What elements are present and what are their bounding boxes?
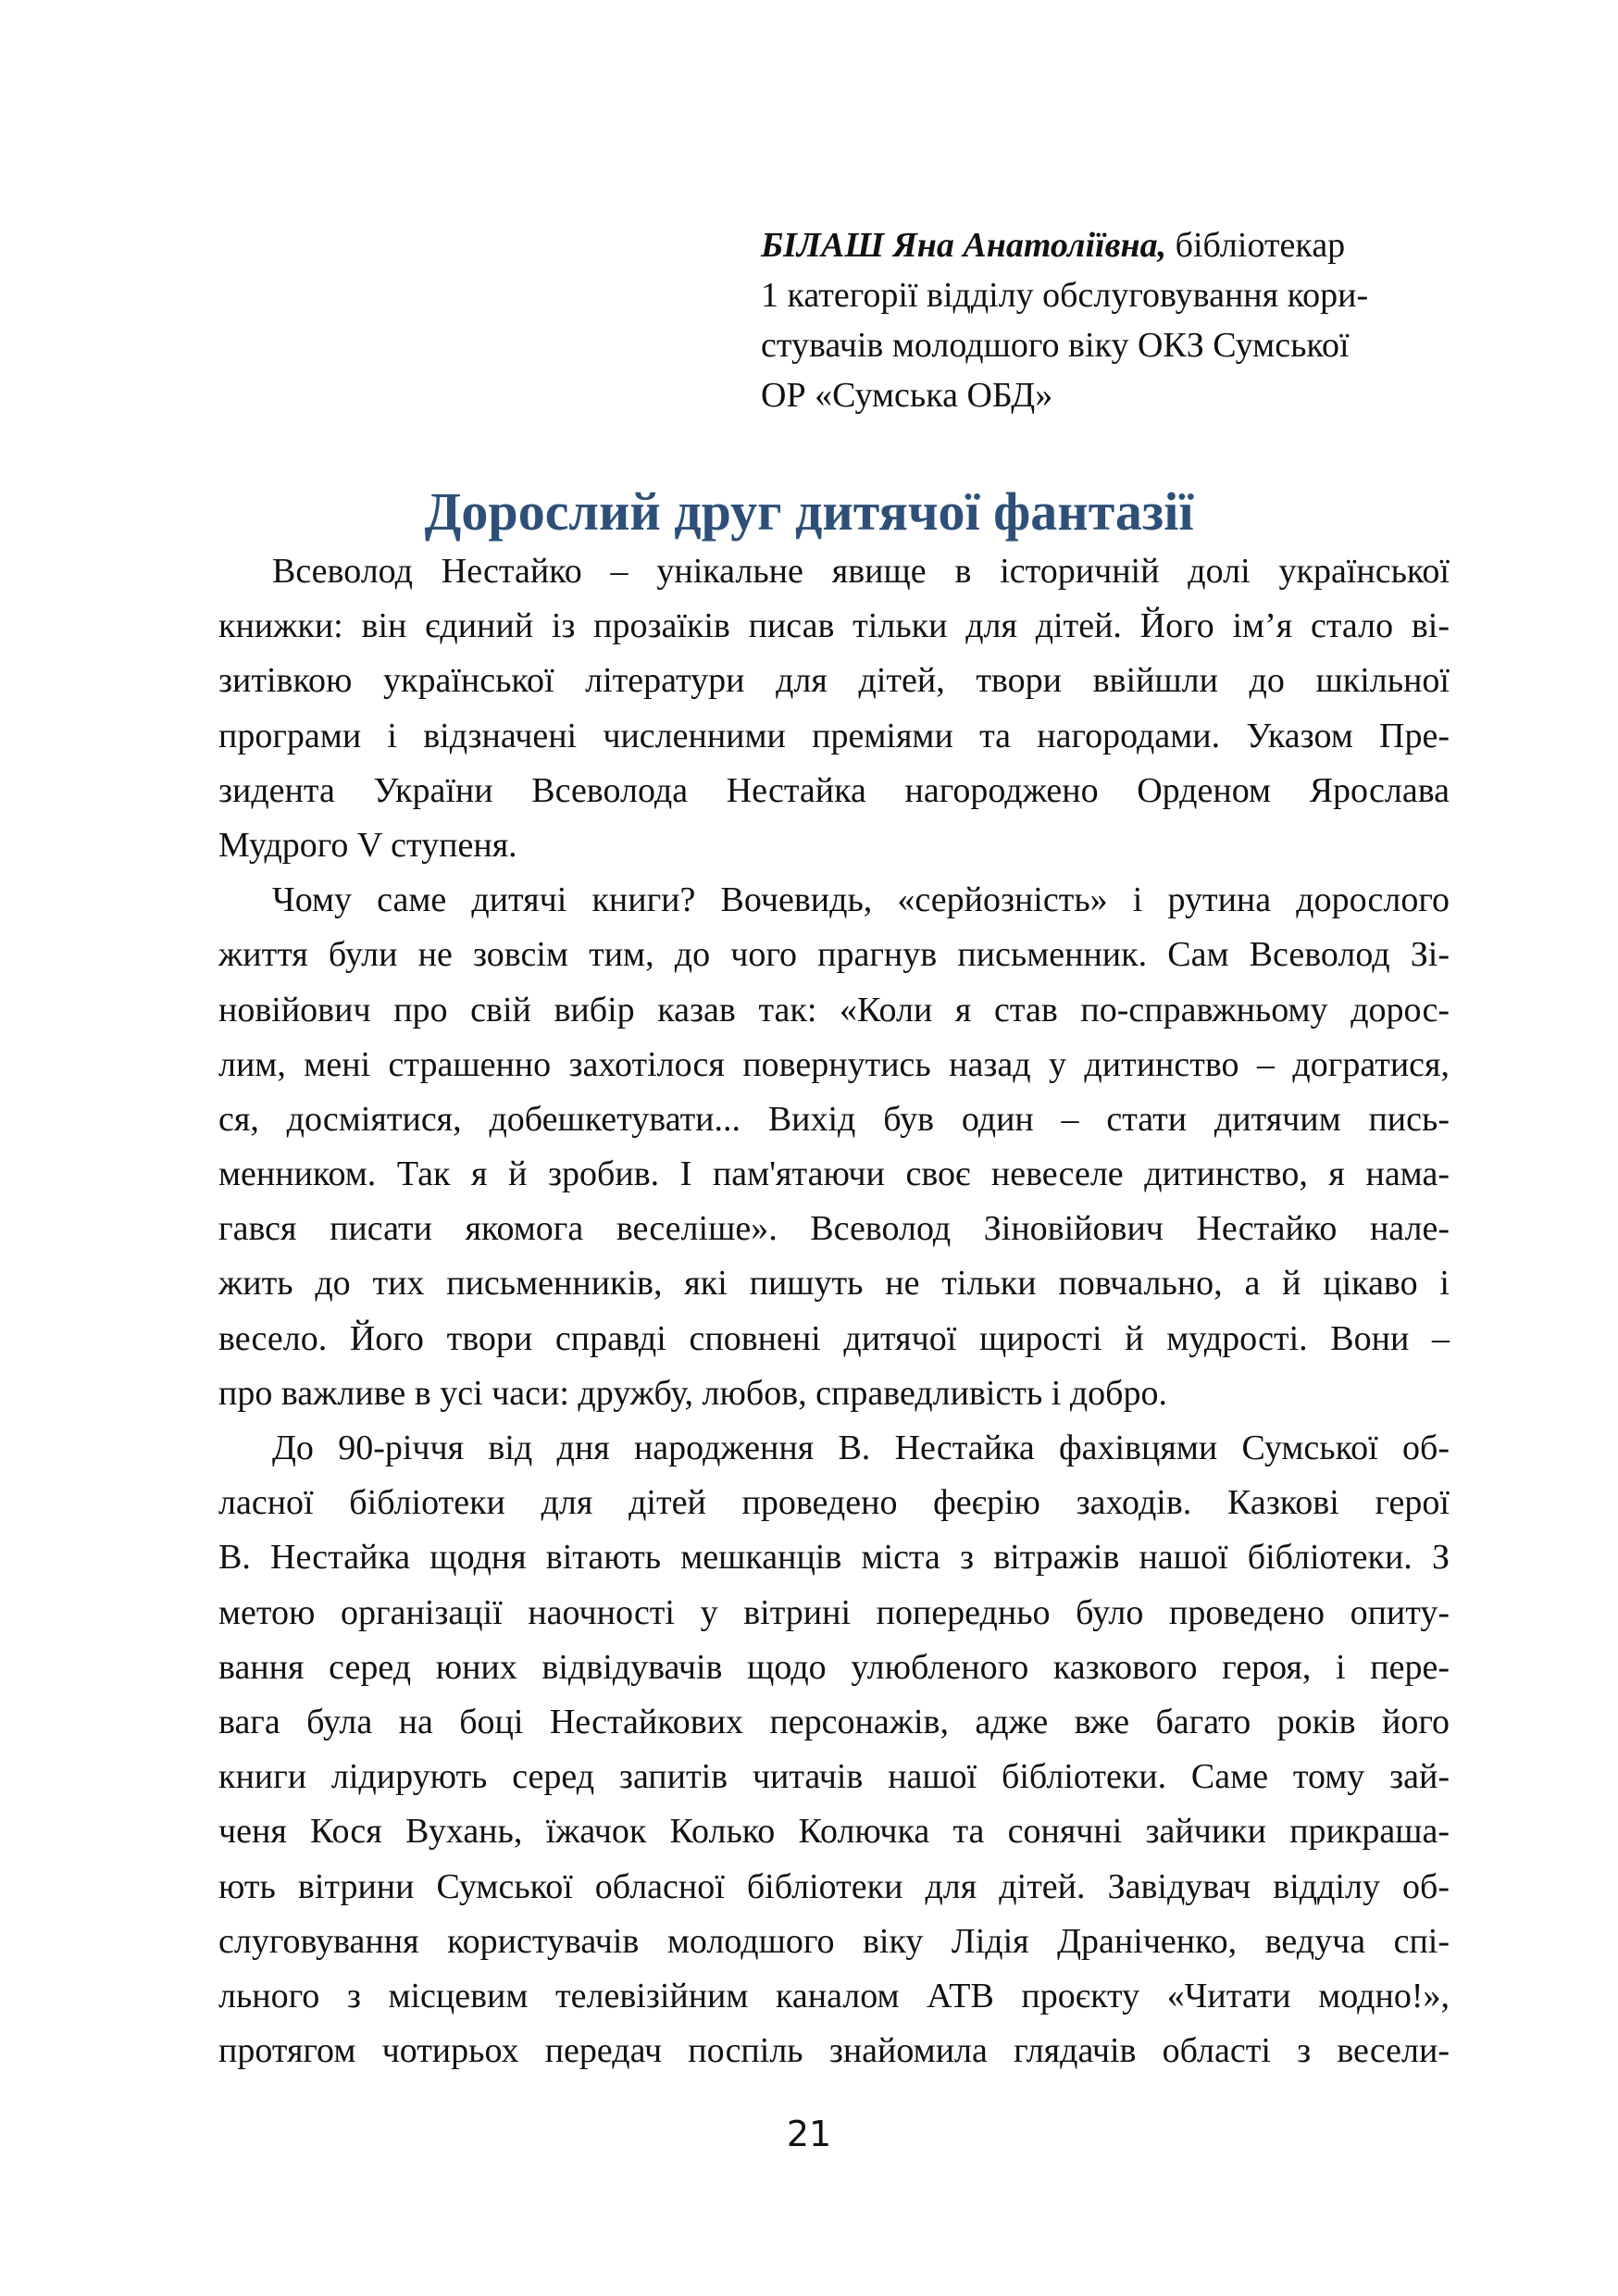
text-line: зитівкою української літератури для дітей, твори ввійшли до шкільної: [218, 661, 1450, 701]
text-line: В. Нестайка щодня вітають мешканців міста з вітражів нашої бібліотеки. З: [218, 1538, 1450, 1578]
text-line: льного з місцевим телевізійним каналом АТВ проєкту «Читати модно!»,: [218, 1976, 1450, 2015]
text-line: книги лідирують серед запитів читачів нашої бібліотеки. Саме тому зай-: [218, 1757, 1450, 1797]
text-line: слуговування користувачів молодшого віку Лідія Драніченко, ведуча спі-: [218, 1921, 1450, 1961]
author-line-1: [761, 220, 1446, 270]
text-line: Чому саме дитячі книги? Вочевидь, «серйозність» і рутина дорослого: [272, 880, 1450, 920]
text-line: Всеволод Нестайко – унікальне явище в історичній долі української: [272, 552, 1450, 591]
author-position: бібліотекар: [1166, 226, 1346, 265]
text-line: книжки: він єдиний із прозаїків писав тільки для дітей. Його ім’я стало ві-: [218, 606, 1450, 646]
text-line: менником. Так я й зробив. І пам'ятаючи своє невеселе дитинство, я нама-: [218, 1154, 1450, 1194]
text-line: метою організації наочності у вітрині попередньо було проведено опиту-: [218, 1592, 1450, 1632]
text-line: лим, мені страшенно захотілося повернутись назад у дитинство – догратися,: [218, 1044, 1450, 1084]
text-line: вання серед юних відвідувачів щодо улюбленого казкового героя, і пере-: [218, 1647, 1450, 1687]
text-line: новійович про свій вибір казав так: «Коли я став по-справжньому дорос-: [218, 990, 1450, 1029]
author-name: БІЛАШ Яна Анатоліївна,: [761, 226, 1167, 265]
text-line: Мудрого V ступеня.: [218, 825, 517, 865]
text-line: вага була на боці Нестайкових персонажів, адже вже багато років його: [218, 1702, 1450, 1741]
text-line: ласної бібліотеки для дітей проведено феєрію заходів. Казкові герої: [218, 1483, 1450, 1523]
text-line: гався писати якомога веселіше». Всеволод Зіновійович Нестайко нале-: [218, 1209, 1450, 1249]
text-line: протягом чотирьох передач поспіль знайомила глядачів області з весели-: [218, 2031, 1450, 2071]
text-line: зидента України Всеволода Нестайка нагороджено Орденом Ярослава: [218, 770, 1450, 810]
text-line: ють вітрини Сумської обласної бібліотеки для дітей. Завідувач відділу об-: [218, 1866, 1450, 1906]
text-line: життя були не зовсім тим, до чого прагнув письменник. Сам Всеволод Зі-: [218, 935, 1450, 975]
author-line-2: 1 категорії відділу обслуговування кори-: [761, 276, 1369, 315]
text-line: програми і відзначені численними преміями та нагородами. Указом Пре-: [218, 716, 1450, 755]
paragraph-1: [218, 544, 1450, 873]
text-line: ченя Кося Вухань, їжачок Колько Колючка та сонячні зайчики прикраша-: [218, 1812, 1450, 1852]
article-title: Дорослий друг дитячої фантазії: [424, 481, 1194, 542]
text-line: До 90-річчя від дня народження В. Нестайка фахівцями Сумської об-: [272, 1429, 1450, 1467]
paragraph-3: [218, 1421, 1450, 2078]
text-line: про важливе в усі часи: дружбу, любов, справедливість і добро.: [218, 1373, 1167, 1413]
author-line-3: стувачів молодшого віку ОКЗ Сумської: [761, 326, 1350, 365]
article-body: [218, 544, 1450, 2078]
author-line-4: ОР «Сумська ОБД»: [761, 376, 1053, 415]
page-number: 21: [786, 2114, 832, 2154]
text-line: жить до тих письменників, які пишуть не тільки повчально, а й цікаво і: [218, 1264, 1450, 1304]
paragraph-2: [218, 873, 1450, 1421]
text-line: весело. Його твори справді сповнені дитячої щирості й мудрості. Вони –: [218, 1318, 1450, 1358]
author-info: [761, 220, 1446, 420]
text-line: ся, досміятися, добешкетувати... Вихід був один – стати дитячим пись-: [218, 1099, 1450, 1139]
